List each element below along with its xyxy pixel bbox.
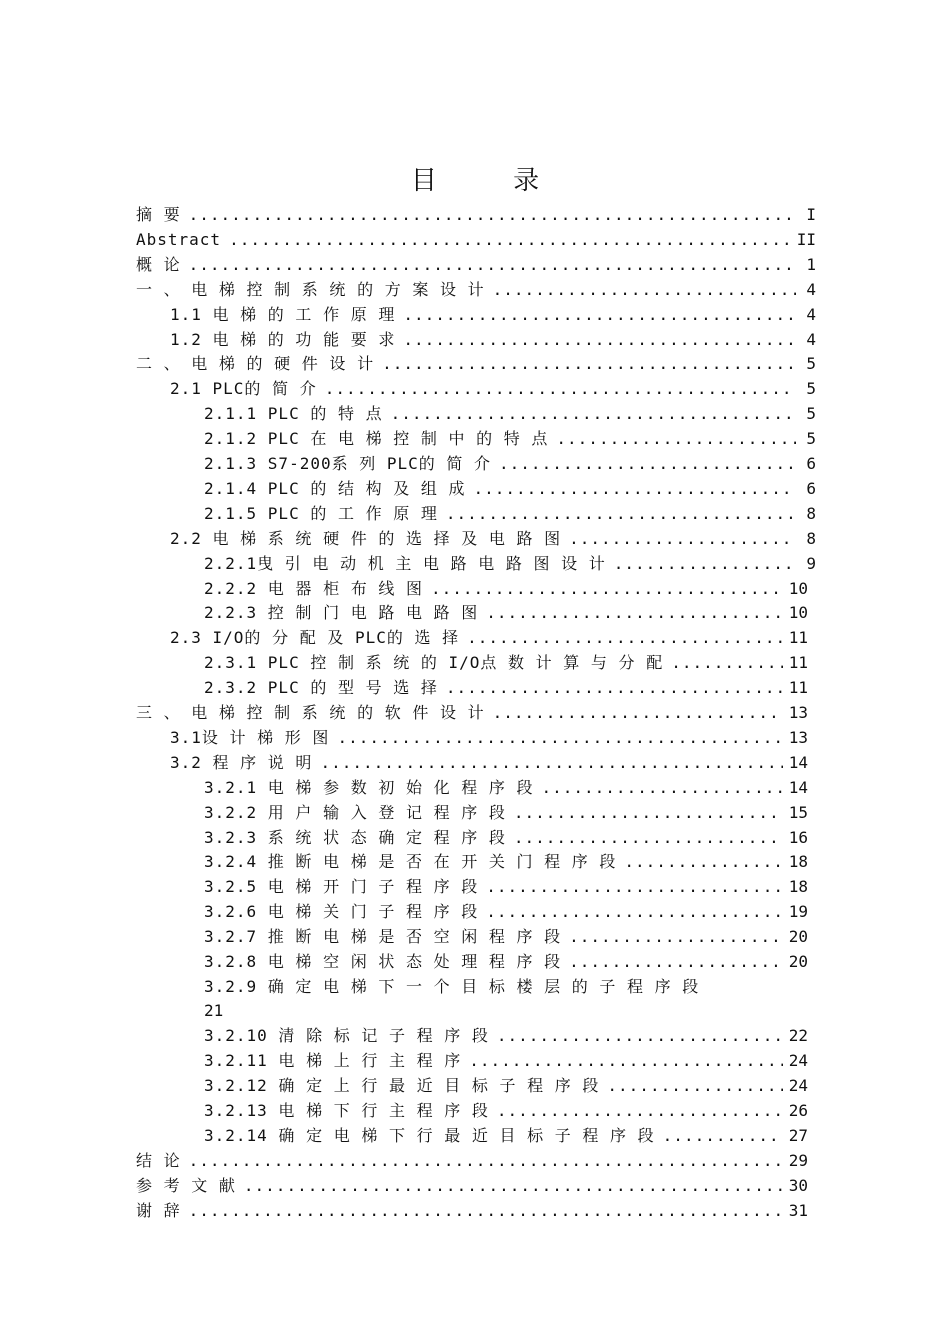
- toc-entry-label: 2.2 电 梯 系 统 硬 件 的 选 择 及 电 路 图: [170, 528, 562, 548]
- toc-entry-page: 20: [788, 927, 808, 947]
- toc-entry-label: 2.2.1曳 引 电 动 机 主 电 路 电 路 图 设 计: [204, 553, 606, 573]
- toc-entry[interactable]: [204, 826, 808, 850]
- toc-entry[interactable]: [204, 1074, 808, 1098]
- toc-entry-label: 3.2.11 电 梯 上 行 主 程 序: [204, 1051, 462, 1071]
- toc-entry-page: 10: [788, 603, 808, 623]
- toc-entry[interactable]: [204, 601, 808, 625]
- dot-leader: [497, 1099, 783, 1123]
- toc-entry-page: 5: [806, 429, 816, 449]
- toc-entry-label: 二 、 电 梯 的 硬 件 设 计: [136, 354, 375, 374]
- toc-entry-page: II: [796, 229, 816, 249]
- toc-entry-page: 27: [788, 1126, 808, 1145]
- toc-entry[interactable]: [170, 527, 816, 551]
- toc-entry-label: 1.1 电 梯 的 工 作 原 理: [170, 304, 396, 324]
- toc-entry-label: 3.2.7 推 断 电 梯 是 否 空 闲 程 序 段: [204, 927, 562, 947]
- toc-entry-label: 3.2.14 确 定 电 梯 下 行 最 近 目 标 子 程 序 段: [204, 1126, 655, 1145]
- toc-entry-label: 2.1 PLC的 简 介: [170, 379, 317, 399]
- toc-entry[interactable]: [204, 1124, 808, 1148]
- toc-entry-page: 4: [806, 279, 816, 299]
- toc-entry-page: 6: [806, 454, 816, 473]
- dot-leader: [499, 452, 796, 476]
- toc-entry[interactable]: [204, 577, 808, 601]
- dot-leader: [189, 253, 796, 277]
- toc-entry-label: 3.2.13 电 梯 下 行 主 程 序 段: [204, 1101, 489, 1121]
- toc-entry-page: 16: [788, 827, 808, 847]
- toc-entry-label: 3.2.5 电 梯 开 门 子 程 序 段: [204, 877, 479, 897]
- toc-entry-page: 11: [788, 678, 808, 698]
- toc-entry-label: 摘 要: [136, 205, 181, 224]
- toc-entry-label: 3.2.1 电 梯 参 数 初 始 化 程 序 段: [204, 777, 534, 797]
- dot-leader: [486, 900, 783, 924]
- toc-entry[interactable]: [204, 477, 816, 501]
- toc-entry[interactable]: [204, 875, 808, 899]
- toc-entry-page: 24: [788, 1051, 808, 1071]
- toc-entry-label: 2.3.1 PLC 控 制 系 统 的 I/O点 数 计 算 与 分 配: [204, 653, 664, 673]
- toc-entry-label: 2.3 I/O的 分 配 及 PLC的 选 择: [170, 628, 460, 648]
- dot-leader: [493, 701, 783, 725]
- toc-entry-label: 2.3.2 PLC 的 型 号 选 择: [204, 678, 438, 698]
- toc-entry[interactable]: [204, 651, 808, 675]
- toc-entry[interactable]: [204, 427, 816, 451]
- toc-entry[interactable]: [136, 1174, 808, 1198]
- dot-leader: [431, 577, 783, 601]
- toc-entry-page: 30: [788, 1175, 808, 1195]
- dot-leader: [663, 1124, 783, 1148]
- toc-entry[interactable]: [170, 377, 816, 401]
- dot-leader: [320, 751, 782, 775]
- dot-leader: [474, 477, 797, 501]
- dot-leader: [403, 303, 796, 327]
- toc-entry-label: Abstract: [136, 229, 222, 249]
- dot-leader: [569, 925, 783, 949]
- toc-entry-label: 谢 辞: [136, 1200, 181, 1220]
- dot-leader: [189, 203, 796, 227]
- dot-leader: [542, 776, 783, 800]
- dot-leader: [446, 676, 783, 700]
- dot-leader: [614, 552, 796, 576]
- toc-entry-label: 三 、 电 梯 控 制 系 统 的 软 件 设 计: [136, 703, 485, 722]
- toc-entry-label: 参 考 文 献: [136, 1175, 236, 1195]
- dot-leader: [486, 601, 783, 625]
- toc-entry-page: 18: [788, 852, 808, 872]
- toc-entry-page: 31: [788, 1200, 808, 1220]
- toc-entry-label: 3.2.2 用 户 输 入 登 记 程 序 段: [204, 802, 506, 822]
- toc-entry[interactable]: [204, 776, 808, 800]
- dot-leader: [403, 328, 796, 352]
- toc-entry[interactable]: [170, 626, 808, 650]
- dot-leader: [467, 626, 783, 650]
- toc-entry-label: 2.1.4 PLC 的 结 构 及 组 成: [204, 478, 466, 498]
- toc-entry[interactable]: [170, 726, 808, 750]
- toc-entry-label: 3.2.9 确 定 电 梯 下 一 个 目 标 楼 层 的 子 程 序 段: [204, 976, 700, 996]
- dot-leader: [446, 502, 796, 526]
- toc-entry[interactable]: [204, 975, 808, 1025]
- toc-entry-page: 8: [806, 503, 816, 523]
- toc-entry-label: 概 论: [136, 254, 181, 274]
- toc-entry-page: 6: [806, 478, 816, 498]
- toc-entry[interactable]: [170, 303, 816, 327]
- toc-entry-label: 结 论: [136, 1150, 181, 1170]
- dot-leader: [514, 801, 783, 825]
- toc-entry-label: 3.2.3 系 统 状 态 确 定 程 序 段: [204, 827, 506, 847]
- toc-entry-label: 2.2.2 电 器 柜 布 线 图: [204, 578, 423, 598]
- dot-leader: [244, 1174, 783, 1198]
- toc-entry-label: 3.2.10 清 除 标 记 子 程 序 段: [204, 1026, 489, 1046]
- dot-leader: [569, 527, 796, 551]
- page-title: 目 录: [410, 166, 574, 196]
- toc-entry-page: 5: [806, 354, 816, 374]
- toc-entry[interactable]: [204, 552, 816, 576]
- toc-entry-page: 14: [788, 777, 808, 797]
- dot-leader: [514, 826, 783, 850]
- toc-entry-page: 19: [788, 902, 808, 922]
- toc-entry[interactable]: [136, 203, 816, 227]
- toc-entry[interactable]: [204, 950, 808, 974]
- dot-leader: [325, 377, 796, 401]
- dot-leader: [486, 875, 783, 899]
- toc-entry-page: I: [806, 205, 816, 224]
- toc-entry-label: 2.1.2 PLC 在 电 梯 控 制 中 的 特 点: [204, 429, 549, 449]
- dot-leader: [497, 1024, 783, 1048]
- toc-entry[interactable]: [136, 701, 808, 725]
- toc-entry-page: 4: [806, 304, 816, 324]
- toc-entry-page: 11: [788, 653, 808, 673]
- toc-entry-label: 2.1.5 PLC 的 工 作 原 理: [204, 503, 438, 523]
- toc-entry-page: 21: [204, 1000, 224, 1020]
- toc-entry[interactable]: [204, 850, 808, 874]
- toc-entry[interactable]: [204, 676, 808, 700]
- toc-entry-label: 2.1.1 PLC 的 特 点: [204, 404, 383, 424]
- toc-entry[interactable]: [136, 352, 816, 376]
- toc-entry[interactable]: [170, 328, 816, 352]
- toc-entry-page: 4: [806, 329, 816, 349]
- dot-leader: [189, 1149, 783, 1173]
- toc-entry-label: 3.2.12 确 定 上 行 最 近 目 标 子 程 序 段: [204, 1076, 600, 1096]
- toc-entry-label: 3.2.6 电 梯 关 门 子 程 序 段: [204, 902, 479, 922]
- toc-entry[interactable]: [204, 502, 816, 526]
- dot-leader: [382, 352, 796, 376]
- toc-entry-page: 5: [806, 379, 816, 399]
- toc-entry[interactable]: [136, 1199, 808, 1223]
- toc-entry-page: 15: [788, 802, 808, 822]
- dot-leader: [607, 1074, 782, 1098]
- toc-entry[interactable]: [204, 900, 808, 924]
- toc-entry-label: 3.2 程 序 说 明: [170, 752, 313, 772]
- toc-entry-label: 2.2.3 控 制 门 电 路 电 路 图: [204, 603, 479, 623]
- toc-entry-page: 5: [806, 404, 816, 424]
- toc-entry-page: 13: [788, 727, 808, 747]
- toc-entry[interactable]: [204, 1049, 808, 1073]
- toc-entry-label: 3.1设 计 梯 形 图: [170, 727, 330, 747]
- dot-leader: [469, 1049, 783, 1073]
- toc-entry[interactable]: [204, 801, 808, 825]
- toc-entry-page: 14: [788, 752, 808, 772]
- toc-entry-label: 2.1.3 S7-200系 列 PLC的 简 介: [204, 454, 492, 473]
- toc-entry[interactable]: [136, 1149, 808, 1173]
- toc-entry-label: 1.2 电 梯 的 功 能 要 求: [170, 329, 396, 349]
- dot-leader: [229, 228, 791, 252]
- toc-entry[interactable]: [204, 1024, 808, 1048]
- toc-entry[interactable]: [170, 751, 808, 775]
- dot-leader: [556, 427, 796, 451]
- toc-entry-page: 13: [788, 703, 808, 722]
- toc-entry-page: 24: [788, 1076, 808, 1096]
- dot-leader: [337, 726, 782, 750]
- toc-entry-page: 20: [788, 952, 808, 971]
- toc-entry-page: 10: [788, 578, 808, 598]
- toc-entry-page: 26: [788, 1101, 808, 1121]
- dot-leader: [671, 651, 783, 675]
- toc-entry[interactable]: [204, 452, 816, 476]
- toc-entry[interactable]: [136, 253, 816, 277]
- toc-entry-page: 18: [788, 877, 808, 897]
- dot-leader: [391, 402, 796, 426]
- dot-leader: [624, 850, 782, 874]
- toc-entry-page: 22: [788, 1026, 808, 1046]
- toc-entry-page: 29: [788, 1150, 808, 1170]
- dot-leader: [189, 1199, 783, 1223]
- toc-entry[interactable]: [204, 1099, 808, 1123]
- toc-entry[interactable]: [136, 278, 816, 302]
- toc-entry-page: 1: [806, 254, 816, 274]
- toc-entry-page: 8: [806, 528, 816, 548]
- toc-entry[interactable]: [136, 228, 816, 252]
- toc-entry[interactable]: [204, 402, 816, 426]
- toc-entry-label: 一 、 电 梯 控 制 系 统 的 方 案 设 计: [136, 279, 485, 299]
- toc-entry-label: 3.2.4 推 断 电 梯 是 否 在 开 关 门 程 序 段: [204, 852, 617, 872]
- toc-entry-page: 11: [788, 628, 808, 648]
- toc-entry[interactable]: [204, 925, 808, 949]
- dot-leader: [493, 278, 796, 302]
- toc-entry-page: 9: [806, 553, 816, 573]
- dot-leader: [569, 950, 783, 974]
- toc-entry-label: 3.2.8 电 梯 空 闲 状 态 处 理 程 序 段: [204, 952, 562, 971]
